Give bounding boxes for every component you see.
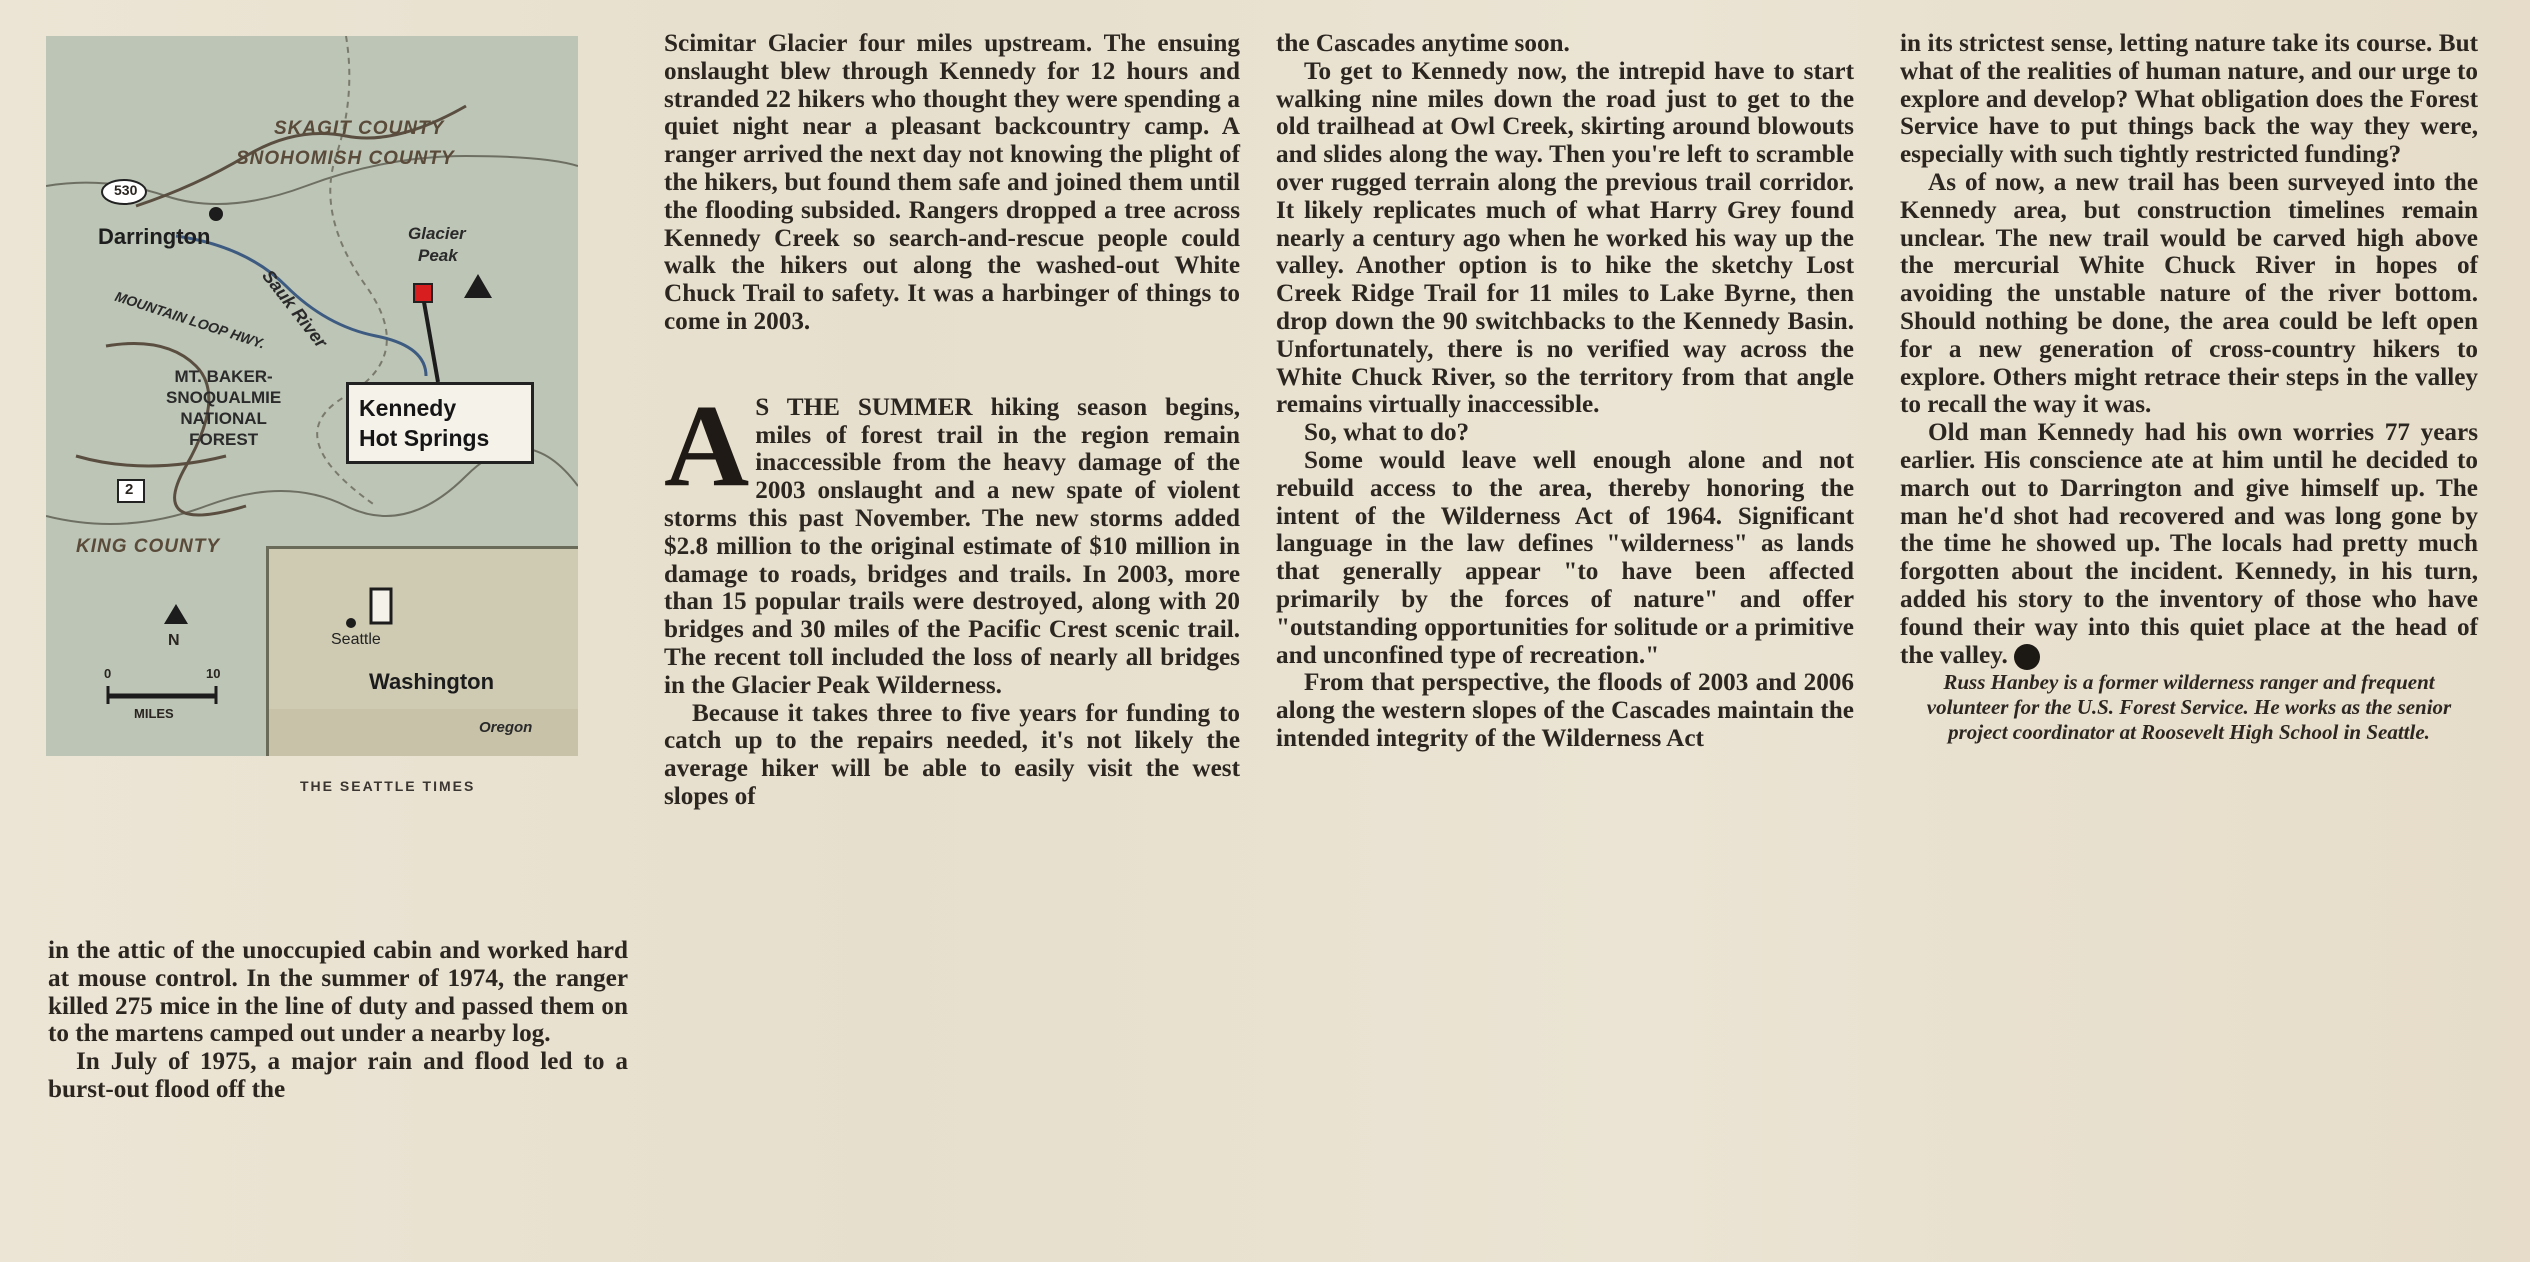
- paragraph: Scimitar Glacier four miles upstream. The ensuing onslaught blew through Kennedy for 12 hours and stranded 22 hikers who thought they were spending a quiet night near a pleasant backcountry camp. A ranger arrived the next day not knowing the plight of the hikers, but found them safe and joined them until the flooding subsided. Rangers dropped a tree across Kennedy Creek so search-and-rescue people could walk the hikers out along the washed-out White Chuck Trail to safety. It was a harbinger of things to come in 2003.: [664, 30, 1240, 335]
- lead-in: S THE SUMMER: [755, 393, 973, 421]
- inset-state-label: Washington: [369, 669, 495, 694]
- author-bio: Russ Hanbey is a former wilderness ranger and frequent volunteer for the U.S. Forest Service. He works as the senior project coordinator at Roosevelt High School in Seattle.: [1926, 669, 2452, 744]
- paragraph: in the attic of the unoccupied cabin and worked hard at mouse control. In the summer of 1974, the ranger killed 275 mice in the line of duty and passed them on to the martens camped out under a nearby log.: [48, 937, 628, 1048]
- river-label: Sauk River: [258, 266, 332, 352]
- north-arrow-label: N: [168, 632, 180, 649]
- article-column-3: [1276, 30, 1854, 753]
- location-map: [46, 36, 578, 756]
- highway-2-shield: 2: [125, 481, 134, 498]
- article-column-1: [48, 937, 628, 1104]
- highway-530-shield: 530: [114, 182, 138, 198]
- end-mark-icon: [2014, 644, 2040, 670]
- paragraph: [1900, 419, 2478, 670]
- callout-line: Hot Springs: [359, 425, 490, 451]
- scale-end: 10: [206, 666, 221, 681]
- county-label-skagit: SKAGIT COUNTY: [274, 118, 445, 139]
- callout-line: Kennedy: [359, 395, 457, 421]
- forest-label: [166, 366, 281, 450]
- drop-cap: A: [664, 379, 750, 511]
- county-label-snohomish: SNOHOMISH COUNTY: [236, 148, 455, 169]
- article-column-4: [1900, 30, 2478, 745]
- peak-label-line1: Glacier: [408, 224, 466, 243]
- map-credit: THE SEATTLE TIMES: [300, 778, 476, 794]
- scale-start: 0: [104, 666, 112, 681]
- washington-inset-map: [266, 546, 578, 756]
- paragraph: As of now, a new trail has been surveyed into the Kennedy area, but construction timelines remain unclear. The new trail would be carved high above the mercurial White Chuck River in hopes of avoiding the unstable nature of the river bottom. Should nothing be done, the area could be left open for a new generation of cross-country hikers to explore. Others might retrace their steps in the valley to recall the way it was.: [1900, 168, 2478, 419]
- county-label-king: KING COUNTY: [76, 536, 220, 557]
- paragraph-text: hiking season begins, miles of forest trail in the region remain inaccessible from the heavy damage of the 2003 onslaught and a new spate of violent storms this past November. The new storms added $2.8 million to the original estimate of $10 million in damage to roads, bridges and trails. In 2003, more than 15 popular trails were destroyed, along with 20 bridges and 30 miles of the Pacific Crest scenic trail. The recent toll included the loss of nearly all bridges in the Glacier Peak Wilderness.: [664, 393, 1240, 699]
- paragraph: So, what to do?: [1304, 419, 1470, 447]
- paragraph: in its strictest sense, letting nature take its course. But what of the realities of human nature, and our urge to explore and develop? What obligation does the Forest Service have to put things back the way they were, especially with such tightly restricted funding?: [1900, 30, 2478, 169]
- inset-city-label: Seattle: [331, 631, 381, 648]
- paragraph: To get to Kennedy now, the intrepid have to start walking nine miles down the road just to get to the old trailhead at Owl Creek, skirting around blowouts and slides along the way. Then you're left to scramble over rugged terrain along the previous trail corridor. It likely replicates much of what Harry Grey found nearly a century ago when he worked his way up the valley. Another option is to hike the sketchy Lost Creek Ridge Trail for 11 miles to Lake Byrne, then drop down the 90 switchbacks to the Kennedy Basin. Unfortunately, there is no verified way across the White Chuck River, so the territory from that angle remains virtually inaccessible.: [1276, 57, 1854, 419]
- forest-label-line: SNOQUALMIE: [166, 388, 282, 407]
- forest-label-line: MT. BAKER-: [174, 367, 273, 386]
- kennedy-hot-springs-callout: [346, 382, 534, 464]
- peak-label-line2: Peak: [418, 246, 458, 265]
- paragraph: Because it takes three to five years for funding to catch up to the repairs needed, it's not likely the average hiker will be able to easily visit the west slopes of: [664, 699, 1240, 810]
- inset-south-label: Oregon: [479, 719, 533, 736]
- paragraph: the Cascades anytime soon.: [1276, 30, 1570, 57]
- highway-name-label: MOUNTAIN LOOP HWY.: [113, 288, 267, 352]
- paragraph: Some would leave well enough alone and not rebuild access to the area, thereby honoring the intent of the Wilderness Act of 1964. Significant language in the law defines "wilderness" as lands that generally appear "to have been affected primarily by the forces of nature" and offer "outstanding opportunities for solitude or a primitive and unconfined type of recreation.": [1276, 446, 1854, 669]
- paragraph: In July of 1975, a major rain and flood led to a burst-out flood off the: [48, 1048, 628, 1103]
- article-column-2: [664, 30, 1240, 811]
- forest-label-line: FOREST: [189, 430, 259, 449]
- town-darrington: Darrington: [98, 224, 211, 249]
- section-lead-paragraph: [664, 379, 1240, 700]
- paragraph-text: Old man Kennedy had his own worries 77 years earlier. His conscience ate at him until he decided to march out to Darrington and give himself up. The man he'd shot had recovered and was long gone by the time he showed up. The locals had pretty much forgotten about the incident. Kennedy, in his turn, added his story to the inventory of those who have found their way into this quiet place at the head of the valley.: [1900, 419, 2478, 669]
- paragraph: From that perspective, the floods of 2003 and 2006 along the western slopes of the Cascades maintain the intended integrity of the Wilderness Act: [1276, 669, 1854, 752]
- forest-label-line: NATIONAL: [180, 409, 267, 428]
- scale-unit: MILES: [134, 706, 174, 721]
